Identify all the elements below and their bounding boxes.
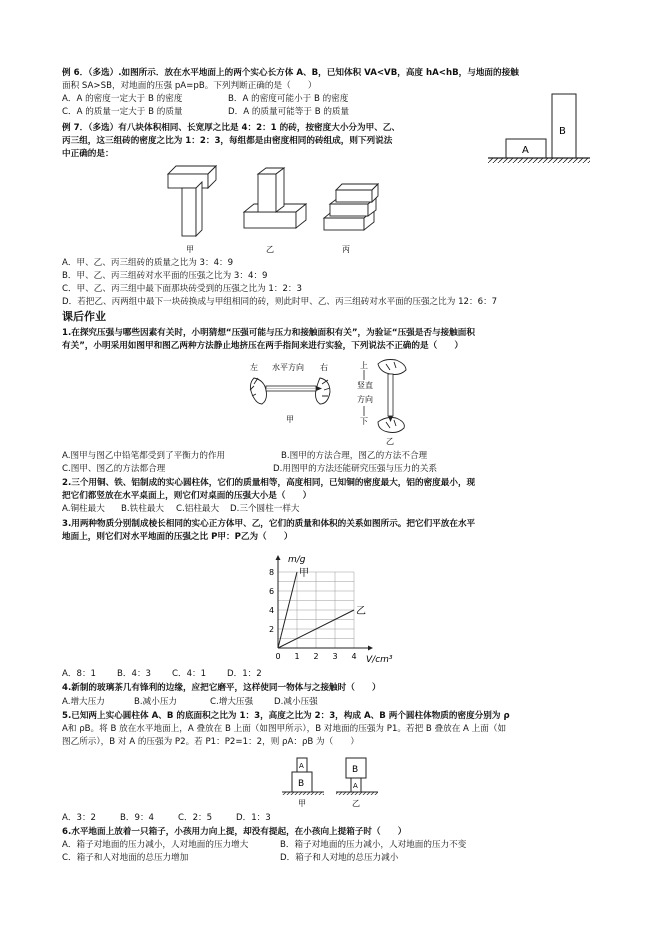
chart-x-axis-label: V/cm³ <box>366 655 393 665</box>
q2-stem-line2: 把它们都竖放在水平桌面上，则它们对桌面的压强大小是（ ） <box>62 491 312 501</box>
ex6-figure <box>484 92 592 166</box>
chart-y-tick-label: 4 <box>269 606 275 615</box>
q1-option-b: B.图甲的方法合理，图乙的方法不合理 <box>281 451 428 461</box>
q5-stem-line1: 5.已知两上实心圆柱体 A、B 的底面积之比为 1：3，高度之比为 2：3，构成 A、B 两个圆柱体物质的密度分别为 ρ <box>62 711 510 721</box>
chart-y-tick-label: 6 <box>269 587 275 596</box>
ex7-option-d: D．若把乙、丙两组中最下一块砖换成与甲组相同的砖，则此时甲、乙、丙三组砖对水平面的压强之比为 12：6：7 <box>62 297 498 307</box>
ex7-option-a: A．甲、乙、丙三组砖的质量之比为 3：4：9 <box>62 258 234 268</box>
q3-stem-line2: 地面上，则它们对水平地面的压强之比 P甲：P乙为（ ） <box>62 532 293 542</box>
q1-stem-line1: 1.在探究压强与哪些因素有关时，小明猜想“压强可能与压力和接触面积有关”，为验证“压强是否与接触面积 <box>62 328 475 338</box>
q3-option-d: D．1：2 <box>227 669 262 679</box>
ex7-option-c: C．甲、乙、丙三组中最下面那块砖受到的压强之比为 1：2：3 <box>62 284 302 294</box>
q1-stem-line2: 有关”，小明采用如图甲和图乙两种方法静止地挤压在两手指间来进行实验，下列说法不正确的是（ ） <box>62 341 463 351</box>
q5-jia-block-b: B <box>298 779 305 789</box>
ex6-option-c: C．A 的质量一定大于 B 的质量 <box>62 107 183 117</box>
q5-option-b: B．9：4 <box>120 813 155 823</box>
ex6-option-d: D．A 的质量可能等于 B 的质量 <box>228 107 350 117</box>
ex6-option-b: B．A 的密度可能小于 B 的密度 <box>228 94 349 104</box>
ex7-stem-line2: 丙三组，这三组砖的密度之比为 1：2：3，每组都是由密度相同的砖组成，则下列说法 <box>62 136 393 146</box>
q5-jia-block-a: A <box>299 762 304 770</box>
chart-y-axis-label: m/g <box>288 555 306 565</box>
ex7-caption-jia: 甲 <box>186 245 194 254</box>
ex7-option-b: B．甲、乙、丙三组砖对水平面的压强之比为 3：4：9 <box>62 271 268 281</box>
q5-stem-line2: A和 ρB。将 B 放在水平地面上，A 叠放在 B 上面（如图甲所示），B 对地面的压强为 P1。若把 B 叠放在 A 上面（如 <box>62 724 507 734</box>
q4-option-a: A.增大压力 <box>62 697 105 707</box>
chart-x-tick-label: 4 <box>351 652 357 661</box>
q1-option-a: A.图甲与图乙中铅笔都受到了平衡力的作用 <box>62 451 226 461</box>
q2-option-a: A.铜柱最大 <box>62 504 105 514</box>
q5-option-a: A．3：2 <box>62 813 97 823</box>
chart-series-label-2: 乙 <box>356 606 366 617</box>
q3-mass-volume-chart <box>258 548 398 672</box>
q4-option-d: D.减小压强 <box>274 697 318 707</box>
q5-stem-line3: 图乙所示），B 对 A 的压强为 P2。若 P1：P2=1：2，则 ρA：ρB 为（ ） <box>62 737 360 747</box>
chart-x-tick-label: 1 <box>294 652 300 661</box>
q6-option-c: C．箱子和人对地面的总压力增加 <box>62 853 189 863</box>
q4-option-c: C.增大压强 <box>210 697 254 707</box>
ex6-option-a: A．A 的密度一定大于 B 的密度 <box>62 94 183 104</box>
q1-fig-horizontal: 水平方向 <box>272 363 304 372</box>
q6-stem: 6.水平地面上放着一只箱子，小孩用力向上提，却没有提起，在小孩向上提箱子时（ ） <box>62 827 407 837</box>
q4-stem: 4.新制的玻璃茶几有锋利的边缘，应把它磨平，这样使同一物体与之接触时（ ） <box>62 683 381 693</box>
q4-option-b: B.减小压力 <box>134 697 178 707</box>
chart-x-tick-label: 3 <box>332 652 338 661</box>
q1-fig-caption-jia: 甲 <box>286 415 294 424</box>
q2-stem-line1: 2.三个用铜、铁、铝制成的实心圆柱体，它们的质量相等，高度相同，已知铜的密度最大，铝的密度最小，现 <box>62 478 476 488</box>
q5-figure <box>278 752 398 808</box>
q1-option-d: D.用图甲的方法还能研究压强与压力的关系 <box>273 464 438 474</box>
ex6-block-a-label: A <box>522 145 529 156</box>
q6-option-d: D．箱子和人对地的总压力减小 <box>280 853 399 863</box>
q6-option-b: B．箱子对地面的压力减小，人对地面的压力不变 <box>280 840 467 850</box>
q5-yi-block-b: B <box>352 765 359 775</box>
ex7-caption-yi: 乙 <box>266 245 274 254</box>
q1-fig-direction: 方向 <box>357 395 373 404</box>
q1-fig-left: 左 <box>250 363 258 372</box>
q5-option-c: C．2：5 <box>178 813 213 823</box>
q1-figure <box>236 356 446 448</box>
q1-fig-right: 右 <box>320 363 328 372</box>
homework-heading: 课后作业 <box>62 310 106 323</box>
chart-y-tick-label: 2 <box>269 625 275 634</box>
chart-x-axis-arrow <box>368 646 373 651</box>
q1-option-c: C.图甲、图乙的方法都合理 <box>62 464 166 474</box>
ex7-stem-line3: 中正确的是： <box>62 149 114 159</box>
q3-option-b: B．4：3 <box>117 669 152 679</box>
ex6-stem-line1: 例 6．（多选）.如图所示．放在水平地面上的两个实心长方体 A、B，已知体积 VA<VB，高度 hA<hB，与地面的接触 <box>62 68 519 78</box>
q1-fig-down: 下 <box>360 417 368 426</box>
q5-caption-yi: 乙 <box>352 799 360 808</box>
q3-option-c: C．4：1 <box>172 669 207 679</box>
chart-y-axis-arrow <box>276 555 281 560</box>
q6-option-a: A．箱子对地面的压力减小，人对地面的压力增大 <box>62 840 249 850</box>
q2-option-d: D.三个圆柱一样大 <box>230 504 300 514</box>
q1-fig-up: 上 <box>360 361 368 370</box>
q2-option-b: B.铁柱最大 <box>121 504 165 514</box>
chart-series-label-1: 甲 <box>299 568 309 579</box>
ex7-stem-line1: 例 7．（多选）有八块体积相同、长宽厚之比是 4：2：1 的砖，按密度大小分为甲、乙、 <box>62 123 400 133</box>
q1-fig-caption-yi: 乙 <box>386 437 394 446</box>
q3-stem-line1: 3.用两种物质分别制成棱长相同的实心正方体甲、乙，它们的质量和体积的关系如图所示。把它们平放在水平 <box>62 519 476 529</box>
ex6-block-b-label: B <box>559 126 566 137</box>
ex7-caption-bing: 丙 <box>342 245 350 254</box>
chart-x-tick-label: 0 <box>275 652 281 661</box>
chart-y-tick-label: 8 <box>269 568 275 577</box>
q2-option-c: C.铝柱最大 <box>176 504 220 514</box>
q5-yi-block-a: A <box>353 782 358 790</box>
q1-fig-vertical: 竖直 <box>357 381 373 390</box>
ex6-stem-line2: 面积 SA>SB，对地面的压强 pA=pB。下列判断正确的是（ ） <box>62 81 317 91</box>
q3-option-a: A．8：1 <box>62 669 97 679</box>
q5-caption-jia: 甲 <box>298 799 306 808</box>
chart-x-tick-label: 2 <box>313 652 319 661</box>
ex7-brick-figure <box>160 160 380 256</box>
q5-option-d: D．1：3 <box>236 813 271 823</box>
